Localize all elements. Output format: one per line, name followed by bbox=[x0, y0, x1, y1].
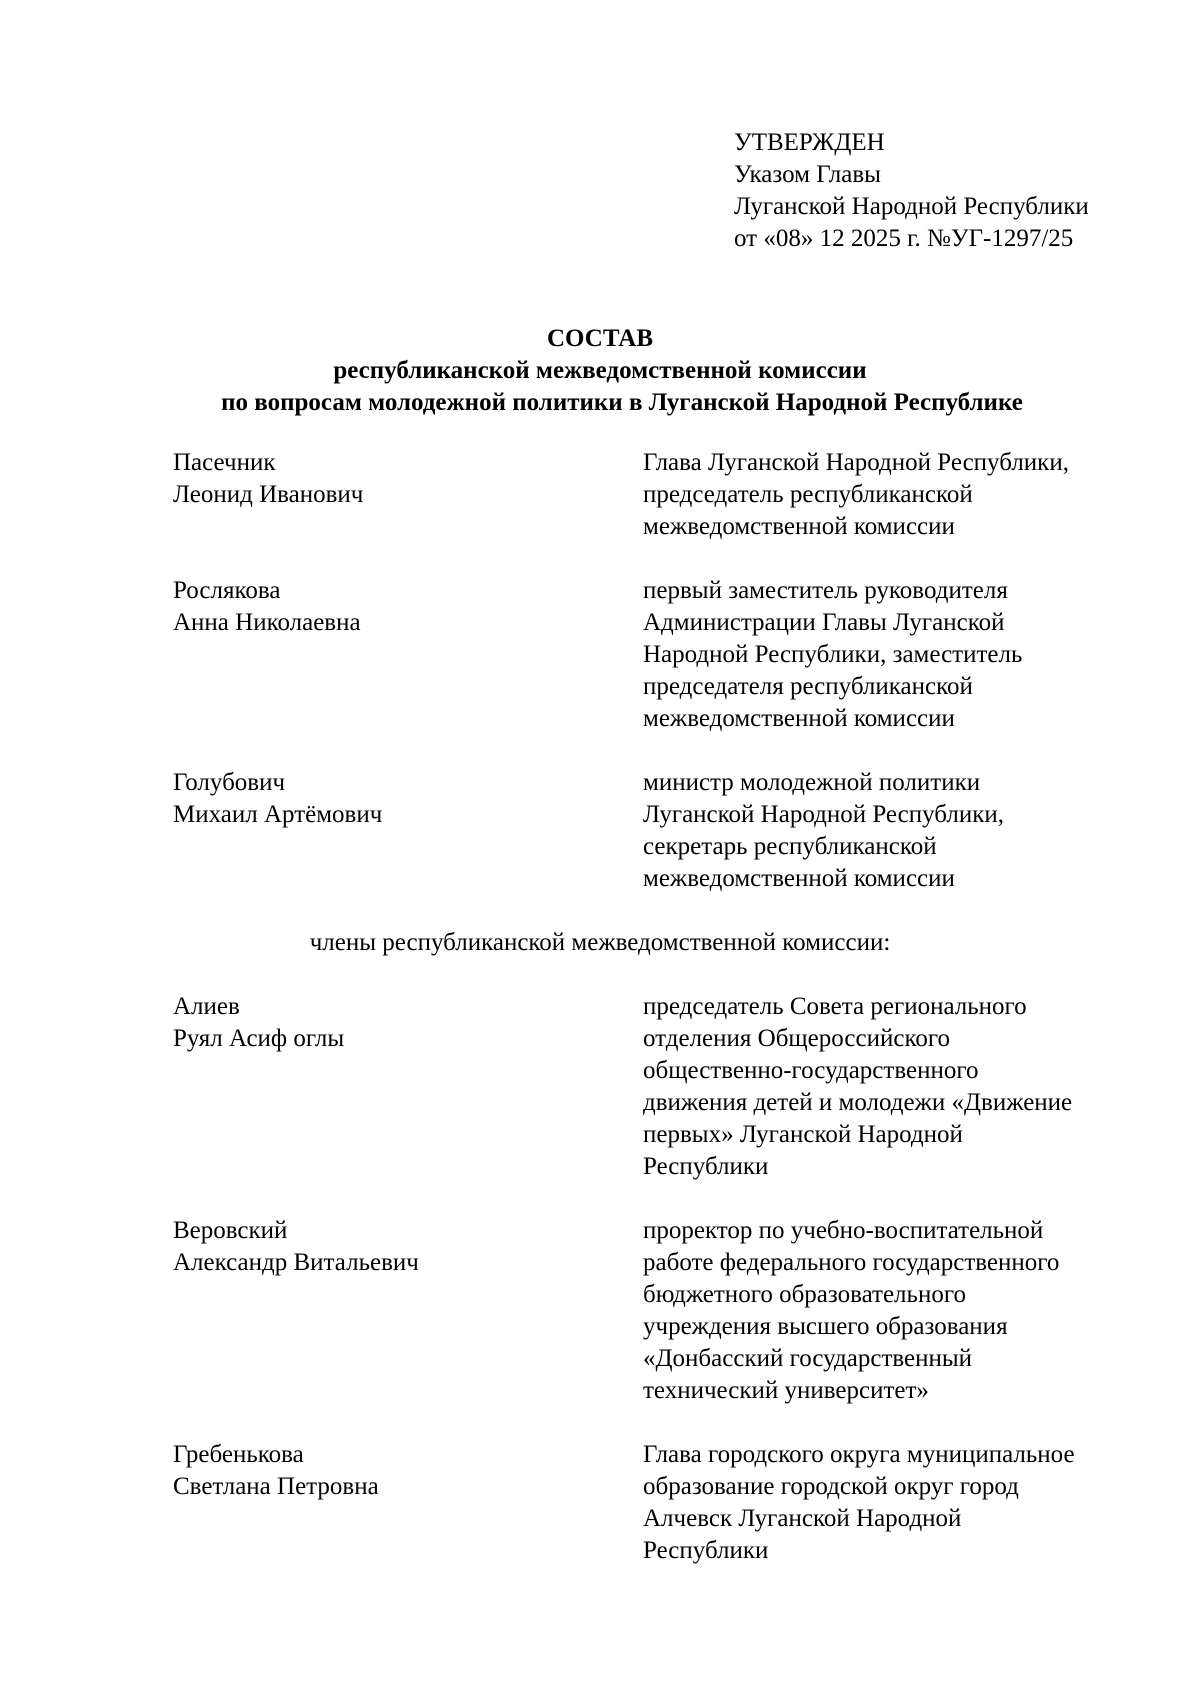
member-entry bbox=[173, 1439, 1153, 1567]
role-line: работе федерального государственного bbox=[643, 1249, 1060, 1276]
role-line: Республики bbox=[643, 1537, 769, 1564]
role-line: Луганской Народной Республики, bbox=[643, 801, 1004, 828]
role-line: министр молодежной политики bbox=[643, 769, 981, 796]
role-line: бюджетного образовательного bbox=[643, 1281, 966, 1308]
member-surname: Пасечник bbox=[173, 449, 276, 476]
role-line: «Донбасский государственный bbox=[643, 1345, 973, 1372]
member-role bbox=[643, 1439, 1153, 1567]
member-given-names: Светлана Петровна bbox=[173, 1473, 379, 1500]
title-subheading: республиканской межведомственной комиссии bbox=[333, 357, 867, 384]
member-role bbox=[643, 991, 1153, 1183]
role-line: секретарь республиканской bbox=[643, 833, 937, 860]
member-role bbox=[643, 767, 1153, 895]
role-line: Глава Луганской Народной Республики, bbox=[643, 449, 1069, 476]
role-line: движения детей и молодежи «Движение bbox=[643, 1089, 1073, 1116]
member-name bbox=[173, 447, 643, 543]
member-role bbox=[643, 447, 1153, 543]
role-line: межведомственной комиссии bbox=[643, 513, 955, 540]
member-entry bbox=[173, 1215, 1153, 1407]
role-line: председателя республиканской bbox=[643, 673, 973, 700]
role-line: Народной Республики, заместитель bbox=[643, 641, 1023, 668]
approval-status: УТВЕРЖДЕН bbox=[734, 129, 885, 156]
member-entry bbox=[173, 447, 1153, 543]
member-given-names: Руял Асиф оглы bbox=[173, 1025, 345, 1052]
title-subject: по вопросам молодежной политики в Луганской Народной Республике bbox=[221, 389, 1023, 416]
role-line: межведомственной комиссии bbox=[643, 705, 955, 732]
document-title bbox=[0, 323, 1200, 419]
member-given-names: Михаил Артёмович bbox=[173, 801, 383, 828]
role-line: председатель Совета регионального bbox=[643, 993, 1027, 1020]
member-given-names: Леонид Иванович bbox=[173, 481, 364, 508]
member-surname: Веровский bbox=[173, 1217, 288, 1244]
approval-authority: Указом Главы bbox=[734, 161, 881, 188]
role-line: технический университет» bbox=[643, 1377, 929, 1404]
approval-stamp bbox=[734, 127, 1174, 255]
role-line: учреждения высшего образования bbox=[643, 1313, 1008, 1340]
role-line: проректор по учебно-воспитательной bbox=[643, 1217, 1044, 1244]
member-name bbox=[173, 575, 643, 735]
title-heading: СОСТАВ bbox=[546, 325, 654, 352]
approval-republic: Луганской Народной Республики bbox=[734, 193, 1089, 220]
role-line: Администрации Главы Луганской bbox=[643, 609, 1005, 636]
role-line: первый заместитель руководителя bbox=[643, 577, 1008, 604]
member-surname: Рослякова bbox=[173, 577, 281, 604]
member-name bbox=[173, 1439, 643, 1567]
member-surname: Голубович bbox=[173, 769, 286, 796]
members-section-heading: члены республиканской межведомственной комиссии: bbox=[309, 929, 891, 956]
member-role bbox=[643, 1215, 1153, 1407]
member-entry bbox=[173, 991, 1153, 1183]
role-line: общественно-государственного bbox=[643, 1057, 979, 1084]
role-line: межведомственной комиссии bbox=[643, 865, 955, 892]
member-given-names: Александр Витальевич bbox=[173, 1249, 419, 1276]
role-line: Алчевск Луганской Народной bbox=[643, 1505, 962, 1532]
member-name bbox=[173, 991, 643, 1183]
member-given-names: Анна Николаевна bbox=[173, 609, 361, 636]
role-line: Республики bbox=[643, 1153, 769, 1180]
member-role bbox=[643, 575, 1153, 735]
approval-decree-date: от «08» 12 2025 г. №УГ-1297/25 bbox=[734, 225, 1074, 252]
commission-composition bbox=[173, 447, 1153, 1599]
role-line: Глава городского округа муниципальное bbox=[643, 1441, 1075, 1468]
member-name bbox=[173, 767, 643, 895]
role-line: отделения Общероссийского bbox=[643, 1025, 950, 1052]
role-line: председатель республиканской bbox=[643, 481, 973, 508]
role-line: первых» Луганской Народной bbox=[643, 1121, 963, 1148]
role-line: образование городской округ город bbox=[643, 1473, 1019, 1500]
member-entry bbox=[173, 575, 1153, 735]
member-name bbox=[173, 1215, 643, 1407]
member-entry bbox=[173, 767, 1153, 895]
member-surname: Гребенькова bbox=[173, 1441, 304, 1468]
member-surname: Алиев bbox=[173, 993, 240, 1020]
